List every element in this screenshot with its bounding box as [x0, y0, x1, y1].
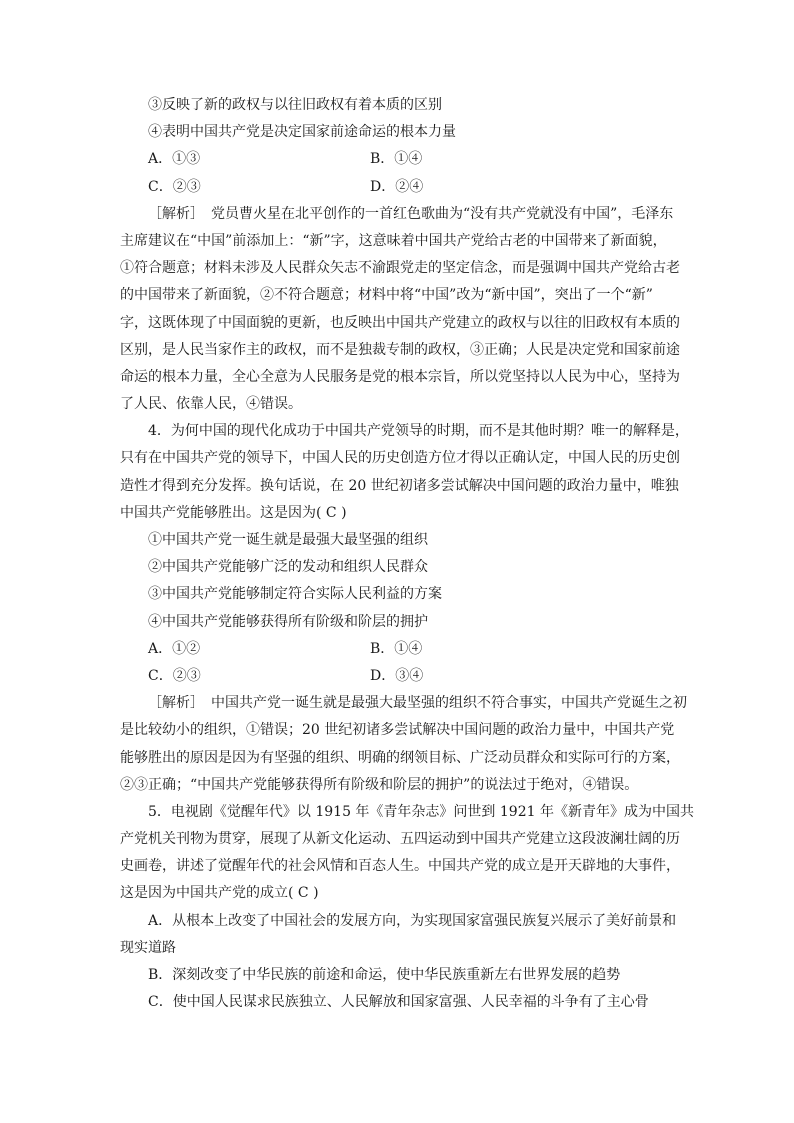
q4-item-2: ②中国共产党能够广泛的发动和组织人民群众 — [148, 559, 428, 576]
stem-line: 造性才得到充分发挥。换句话说，在 20 世纪初诸多尝试解决中国问题的政治力量中，唯独 — [120, 477, 679, 494]
stem-line: 这是因为中国共产党的成立( C ) — [120, 885, 319, 902]
q5-option-a — [120, 908, 680, 962]
analysis-line: ②③正确；“中国共产党能够获得所有阶级和阶层的拥护”的说法过于绝对，④错误。 — [120, 776, 639, 793]
option-line: A．从根本上改变了中国社会的发展方向，为实现国家富强民族复兴展示了美好前景和 — [148, 912, 677, 929]
stem-line: 5．电视剧《觉醒年代》以 1915 年《青年杂志》问世到 1921 年《新青年》成为中国共 — [148, 803, 694, 820]
analysis-line: ①符合题意；材料未涉及人民群众矢志不渝跟党走的坚定信念，而是强调中国共产党给古老 — [120, 260, 680, 277]
q4-item-4: ④中国共产党能够获得所有阶级和阶层的拥护 — [148, 613, 428, 630]
q4-option-b: B．①④ — [370, 640, 423, 657]
q4-item-1: ①中国共产党一诞生就是最强大最坚强的组织 — [148, 532, 428, 548]
q4-stem — [120, 418, 689, 527]
stem-line: 中国共产党能够胜出。这是因为( C ) — [120, 504, 347, 521]
analysis-line: 命运的根本力量，全心全意为人民服务是党的根本宗旨，所以党坚持以人民为中心，坚持为 — [120, 368, 680, 385]
q4-options-row-1 — [120, 636, 680, 663]
option-line: 现实道路 — [120, 939, 176, 956]
analysis-line: 的中国带来了新面貌，②不符合题意；材料中将“中国”改为“新中国”，突出了一个“新” — [120, 287, 653, 304]
q3-options-row-2 — [120, 174, 680, 201]
q5-option-c: C．使中国人民谋求民族独立、人民解放和国家富强、人民幸福的斗争有了主心骨 — [148, 994, 649, 1011]
q3-option-c: C．②③ — [148, 178, 201, 195]
q3-option-d: D．②④ — [370, 178, 424, 195]
analysis-line: 字，这既体现了中国面貌的更新，也反映出中国共产党建立的政权与以往的旧政权有本质的 — [120, 314, 680, 331]
q4-item-3: ③中国共产党能够制定符合实际人民利益的方案 — [148, 586, 442, 603]
q4-option-a: A．①② — [148, 640, 201, 657]
q5-stem — [120, 799, 694, 908]
q4-option-c: C．②③ — [148, 667, 201, 684]
q4-option-d: D．③④ — [370, 667, 424, 684]
q3-options-row-1 — [120, 146, 680, 173]
analysis-line: 了人民、依靠人民，④错误。 — [120, 396, 302, 413]
analysis-line: 主席建议在“中国”前添加上：“新”字，这意味着中国共产党给古老的中国带来了新面貌， — [120, 232, 667, 249]
stem-line: 史画卷，讲述了觉醒年代的社会风情和百态人生。中国共产党的成立是开天辟地的大事件， — [120, 858, 680, 875]
q3-item-3: ③反映了新的政权与以往旧政权有着本质的区别 — [148, 97, 442, 113]
q5-option-b: B．深刻改变了中华民族的前途和命运，使中华民族重新左右世界发展的趋势 — [148, 967, 621, 983]
stem-line: 4．为何中国的现代化成功于中国共产党领导的时期，而不是其他时期？唯一的解释是， — [148, 423, 689, 440]
q4-options-row-2 — [120, 663, 680, 690]
analysis-line: 是比较幼小的组织，①错误；20 世纪初诸多尝试解决中国问题的政治力量中，中国共产党 — [120, 722, 675, 739]
analysis-line: 能够胜出的原因是因为有坚强的组织、明确的纲领目标、广泛动员群众和实际可行的方案， — [120, 749, 680, 766]
analysis-line: ［解析］ 党员曹火星在北平创作的一首红色歌曲为“没有共产党就没有中国”，毛泽东 — [148, 205, 674, 222]
q3-analysis — [120, 201, 680, 419]
analysis-line: 区别，是人民当家作主的政权，而不是独裁专制的政权，③正确；人民是决定党和国家前途 — [120, 341, 680, 358]
page-content — [120, 92, 694, 1016]
q4-analysis — [120, 690, 687, 799]
q3-option-b: B．①④ — [370, 151, 423, 168]
q3-option-a: A．①③ — [148, 151, 201, 168]
q3-item-4: ④表明中国共产党是决定国家前途命运的根本力量 — [148, 124, 456, 141]
stem-line: 产党机关刊物为贯穿，展现了从新文化运动、五四运动到中国共产党建立这段波澜壮阔的历 — [120, 831, 680, 848]
analysis-line: ［解析］ 中国共产党一诞生就是最强大最坚强的组织不符合事实，中国共产党诞生之初 — [148, 695, 687, 712]
stem-line: 只有在中国共产党的领导下，中国人民的历史创造方位才得以正确认定，中国人民的历史创 — [120, 450, 680, 467]
